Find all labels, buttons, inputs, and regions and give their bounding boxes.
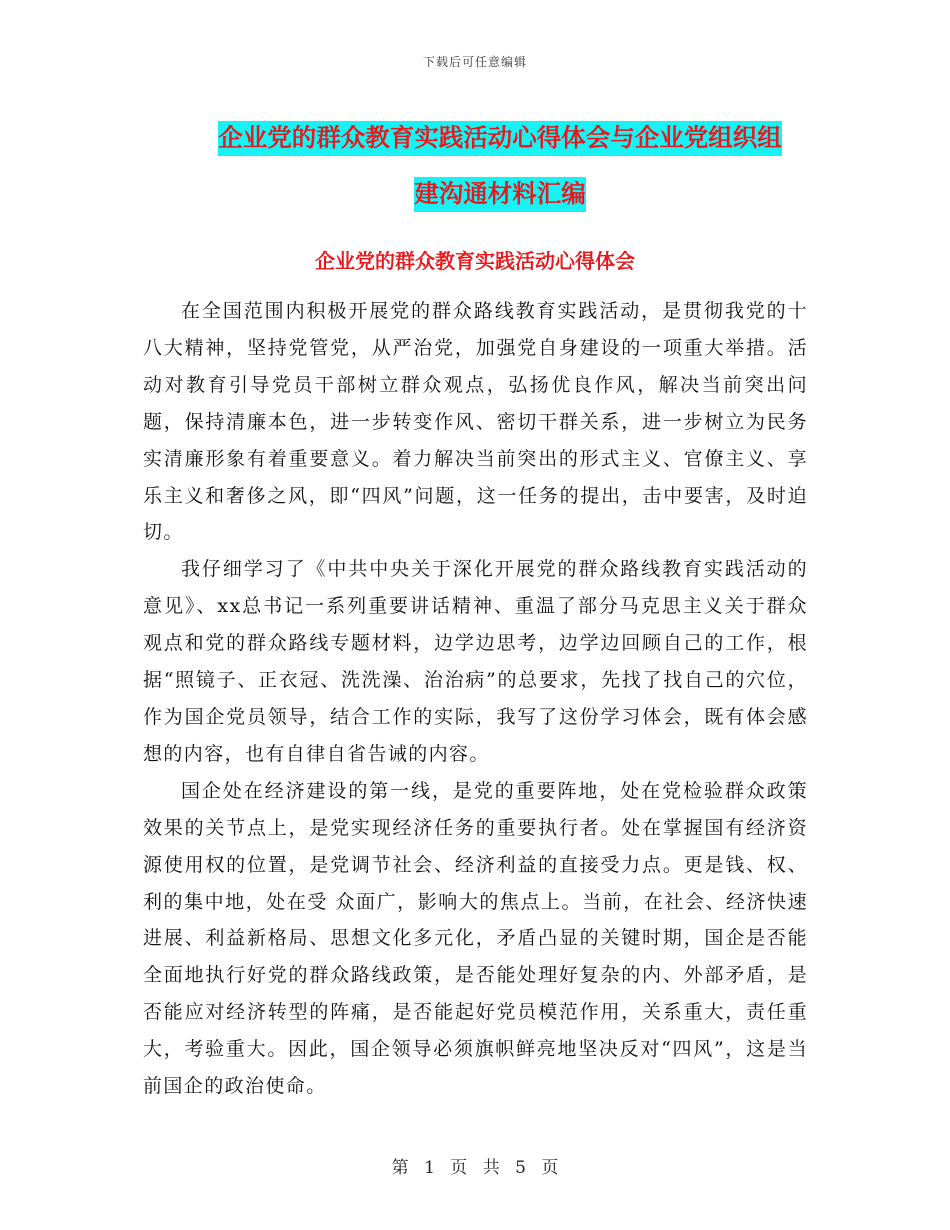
footer-total-prefix: 共 — [482, 1158, 500, 1178]
footer-page-mid: 页 — [450, 1158, 468, 1178]
document-title-line-2: 建沟通材料汇编 — [414, 177, 586, 212]
document-title-line-1: 企业党的群众教育实践活动心得体会与企业党组织组 — [218, 121, 782, 156]
paragraph: 国企处在经济建设的第一线，是党的重要阵地，处在党检验群众政策效果的关节点上，是党实现经济任务的重要执行者。处在掌握国有经济资源使用权的位置，是党调节社会、经济利益的直接受力点。更是钱、权、利的集中地，处在受 众面广，影响大的焦点上。当前，在社会、经济快速进展、利益新格局、思想文化多元化，矛盾凸显的关键时期，国企是否能全面地执行好党的群众路线政策，是否能处理好复杂的内、外部矛盾，是否能应对经济转型的阵痛，是否能起好党员模范作用，关系重大，责任重大，考验重大。因此，国企领导必须旗帜鲜亮地坚决反对“四风”，这是当前国企的政治使命。 — [143, 779, 808, 1098]
footer-page-prefix: 第 — [391, 1158, 409, 1178]
header-note: 下载后可任意编辑 — [422, 55, 527, 69]
footer-total-pages: 5 — [515, 1158, 526, 1178]
document-title — [190, 110, 810, 222]
paragraph: 我仔细学习了《中共中央关于深化开展党的群众路线教育实践活动的意见》、xx总书记一系列重要讲话精神、重温了部分马克思主义关于群众观点和党的群众路线专题材料，边学边思考，边学边回顾自己的工作，根据“照镜子、正衣冠、洗洗澡、治治病”的总要求，先找了找自己的穴位，作为国企党员领导，结合工作的实际，我写了这份学习体会，既有体会感想的内容，也有自律自省告诫的内容。 — [143, 558, 808, 765]
section-title: 企业党的群众教育实践活动心得体会 — [315, 249, 635, 273]
page-footer — [0, 1153, 950, 1178]
footer-page-number: 1 — [424, 1158, 435, 1178]
footer-total-suffix: 页 — [541, 1158, 559, 1178]
paragraph: 在全国范围内积极开展党的群众路线教育实践活动，是贯彻我党的十八大精神，坚持党管党，从严治党，加强党自身建设的一项重大举措。活动对教育引导党员干部树立群众观点，弘扬优良作风，解决当前突出问题，保持清廉本色，进一步转变作风、密切干群关系，进一步树立为民务实清廉形象有着重要意义。着力解决当前突出的形式主义、官僚主义、享乐主义和奢侈之风，即“四风”问题，这一任务的提出，击中要害，及时迫切。 — [143, 300, 808, 544]
body-text — [143, 293, 808, 1105]
